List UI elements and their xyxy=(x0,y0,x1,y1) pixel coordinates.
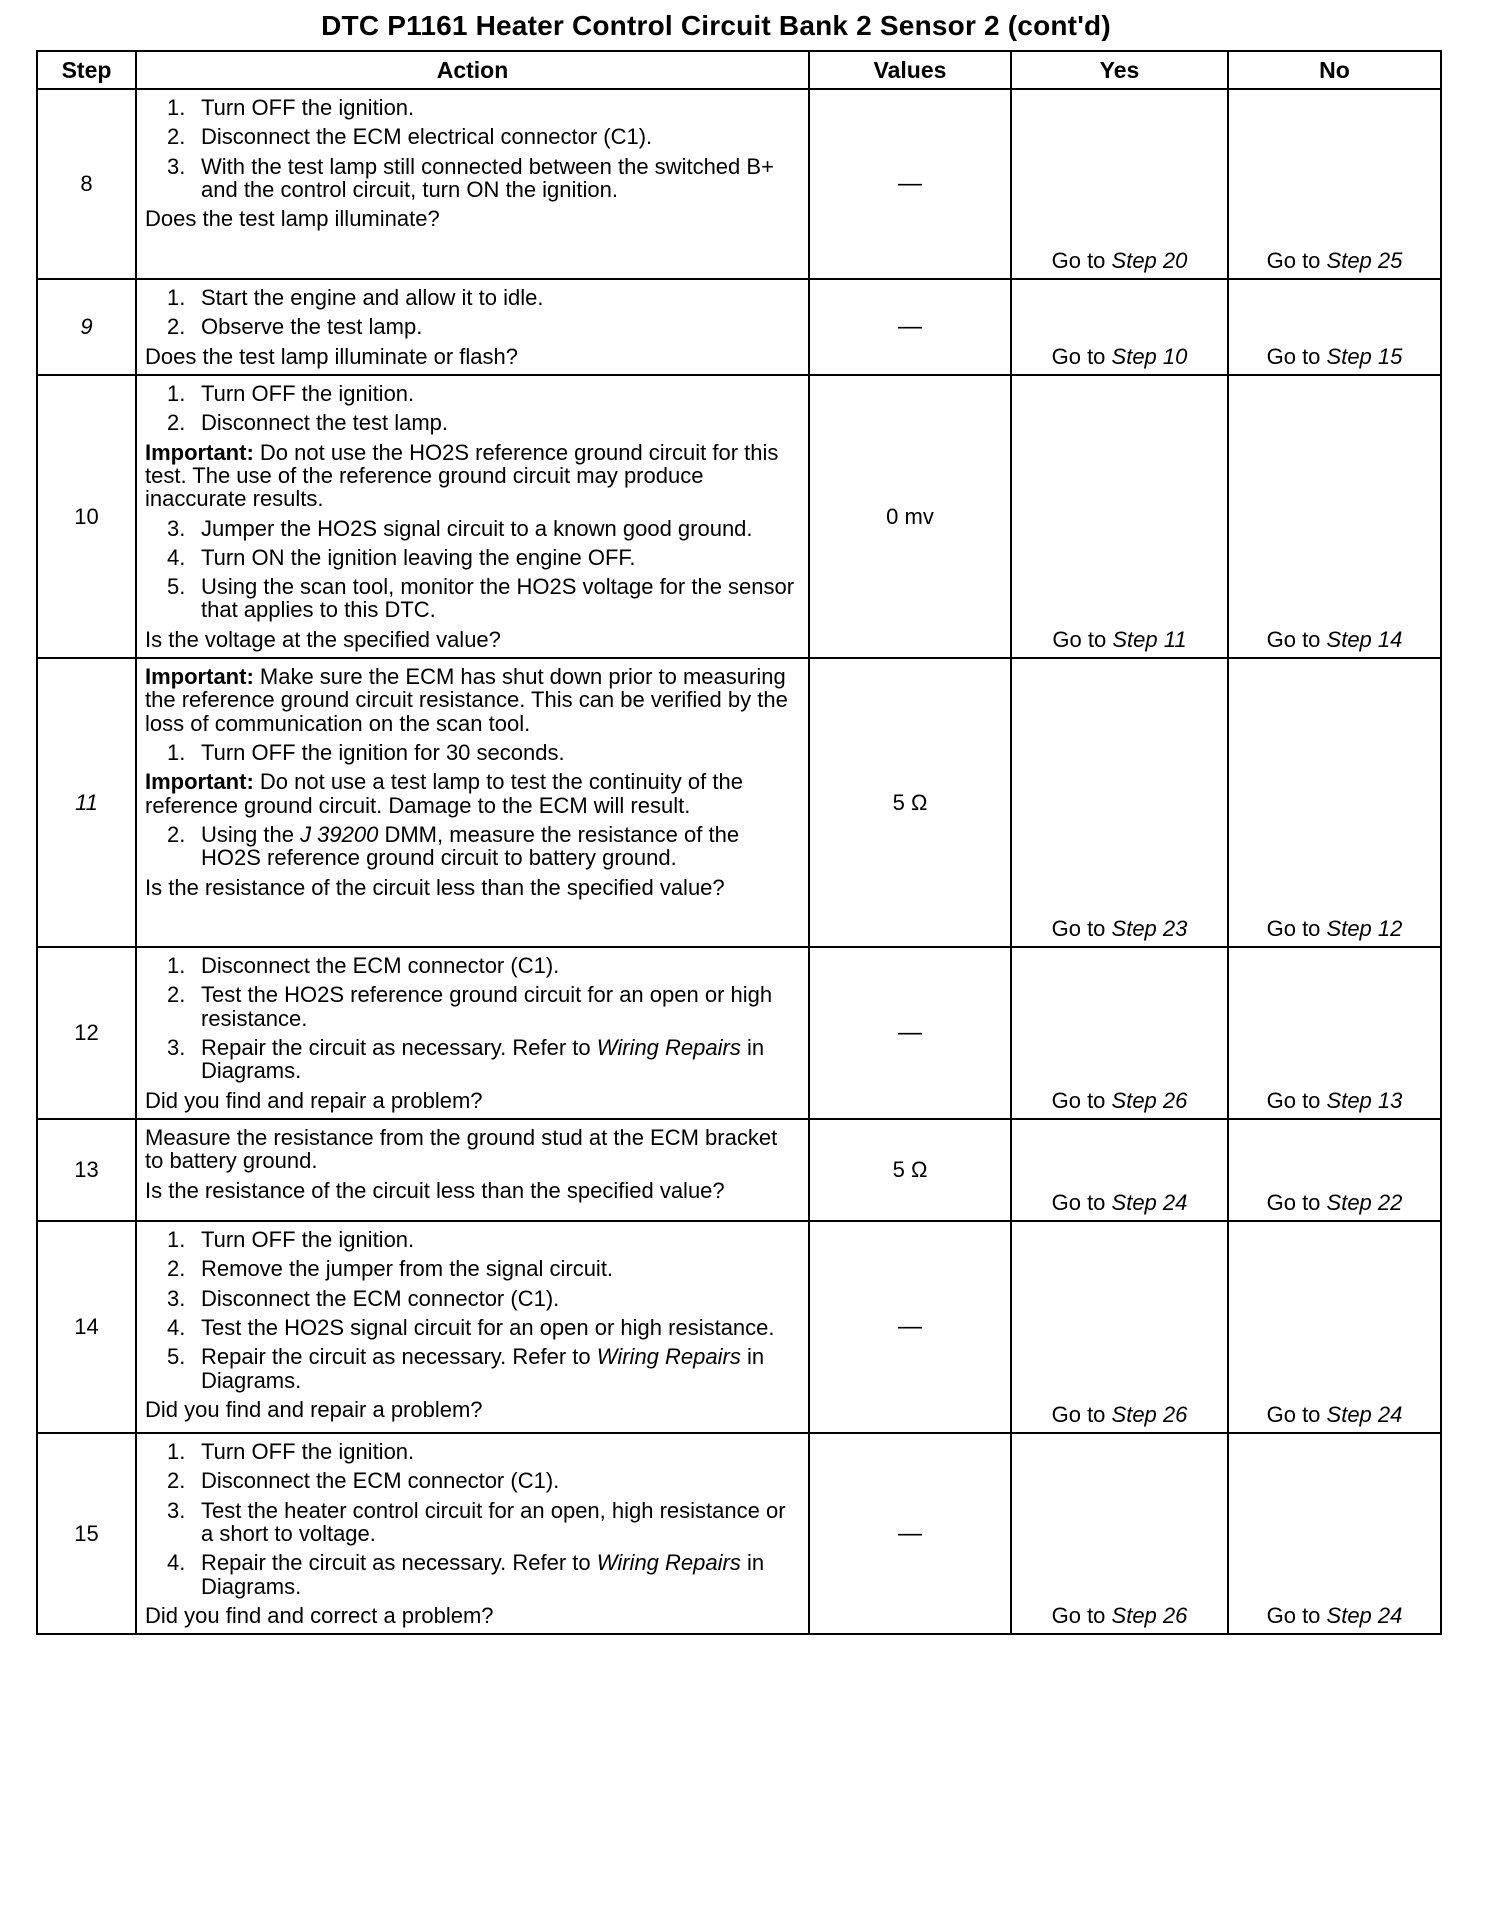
action-cell xyxy=(136,1119,809,1221)
item-text: Repair the circuit as necessary. Refer to Wiring Repairs in Diagrams. xyxy=(201,1035,765,1084)
goto-link[interactable]: Go to Step 11 xyxy=(1052,626,1187,652)
important-note xyxy=(145,665,800,735)
item-text: Jumper the HO2S signal circuit to a known good ground. xyxy=(201,515,753,541)
item-number: 2. xyxy=(167,124,186,150)
no-cell xyxy=(1228,375,1441,658)
header-action: Action xyxy=(136,51,809,89)
value-text: 0 mv xyxy=(886,503,934,529)
action-step-item xyxy=(145,517,800,540)
value-cell xyxy=(809,375,1011,658)
item-number: 2. xyxy=(167,410,186,436)
item-number: 3. xyxy=(167,515,186,541)
item-number: 1. xyxy=(167,95,186,120)
action-paragraph: Measure the resistance from the ground stud at the ECM bracket to battery ground. xyxy=(145,1124,778,1174)
value-cell xyxy=(809,279,1011,375)
action-question: Is the resistance of the circuit less than the specified value? xyxy=(145,874,725,900)
important-text: Make sure the ECM has shut down prior to measuring the reference ground circuit resistance. This can be verified by the loss of communication on the scan tool. xyxy=(145,664,788,736)
action-step-item xyxy=(145,382,800,405)
action-step-item xyxy=(145,546,800,569)
yes-cell xyxy=(1011,947,1228,1119)
goto-link[interactable]: Go to Step 20 xyxy=(1051,247,1188,273)
value-text: — xyxy=(898,313,922,341)
action-step-item xyxy=(145,1316,800,1339)
no-cell xyxy=(1228,1221,1441,1433)
step-number: 14 xyxy=(37,1221,136,1433)
goto-link[interactable]: Go to Step 15 xyxy=(1266,343,1403,369)
goto-link[interactable]: Go to Step 13 xyxy=(1266,1087,1403,1113)
value-cell xyxy=(809,658,1011,947)
value-cell xyxy=(809,89,1011,279)
action-question: Did you find and repair a problem? xyxy=(145,1087,483,1113)
value-cell xyxy=(809,1221,1011,1433)
item-number: 1. xyxy=(167,740,186,765)
item-number: 5. xyxy=(167,574,186,600)
item-number: 4. xyxy=(167,1314,186,1340)
action-question: Is the resistance of the circuit less than the specified value? xyxy=(145,1177,725,1203)
goto-link[interactable]: Go to Step 24 xyxy=(1266,1602,1403,1628)
table-row xyxy=(37,1433,1441,1634)
no-cell xyxy=(1228,89,1441,279)
item-text: Start the engine and allow it to idle. xyxy=(201,285,544,310)
item-number: 2. xyxy=(167,1256,186,1282)
item-text: Disconnect the ECM connector (C1). xyxy=(201,953,560,979)
item-text: Disconnect the ECM connector (C1). xyxy=(201,1468,560,1494)
item-number: 3. xyxy=(167,1285,186,1311)
item-text: With the test lamp still connected between the switched B+ and the control circuit, turn ON the ignition. xyxy=(201,153,774,202)
goto-link[interactable]: Go to Step 24 xyxy=(1051,1189,1188,1215)
table-row xyxy=(37,1119,1441,1221)
action-step-item xyxy=(145,286,800,309)
no-cell xyxy=(1228,1433,1441,1634)
value-text: — xyxy=(898,1019,922,1047)
action-step-item xyxy=(145,1287,800,1310)
item-text: Test the HO2S reference ground circuit for an open or high resistance. xyxy=(201,982,773,1031)
action-question: Does the test lamp illuminate? xyxy=(145,206,440,232)
item-number: 5. xyxy=(167,1344,186,1370)
action-step-item xyxy=(145,575,800,622)
action-step-item xyxy=(145,1440,800,1463)
goto-link[interactable]: Go to Step 14 xyxy=(1266,626,1403,652)
no-cell xyxy=(1228,947,1441,1119)
value-text: — xyxy=(898,170,922,198)
item-text: Turn OFF the ignition for 30 seconds. xyxy=(201,740,565,765)
item-text: Remove the jumper from the signal circuit. xyxy=(201,1256,614,1282)
goto-link[interactable]: Go to Step 10 xyxy=(1051,343,1188,369)
item-text: Turn OFF the ignition. xyxy=(201,380,415,406)
yes-cell xyxy=(1011,279,1228,375)
table-row xyxy=(37,375,1441,658)
action-step-item xyxy=(145,411,800,434)
action-cell xyxy=(136,1221,809,1433)
no-cell xyxy=(1228,1119,1441,1221)
item-text: Observe the test lamp. xyxy=(201,314,423,340)
important-label: Important: xyxy=(145,664,260,690)
action-step-item xyxy=(145,1499,800,1546)
diagnostic-table xyxy=(36,50,1442,1635)
item-number: 1. xyxy=(167,380,186,406)
action-question: Is the voltage at the specified value? xyxy=(145,626,501,652)
goto-link[interactable]: Go to Step 24 xyxy=(1266,1401,1403,1427)
step-number: 8 xyxy=(37,89,136,279)
header-values: Values xyxy=(809,51,1011,89)
item-number: 2. xyxy=(167,982,186,1008)
header-step: Step xyxy=(37,51,136,89)
goto-link[interactable]: Go to Step 12 xyxy=(1266,915,1403,941)
action-cell xyxy=(136,89,809,279)
table-row xyxy=(37,279,1441,375)
action-step-item xyxy=(145,1345,800,1392)
action-step-item xyxy=(145,1551,800,1598)
table-body xyxy=(37,89,1441,1634)
item-number: 1. xyxy=(167,1226,186,1252)
item-text: Turn OFF the ignition. xyxy=(201,1226,415,1252)
item-number: 3. xyxy=(167,153,186,179)
value-text: — xyxy=(898,1313,922,1341)
goto-link[interactable]: Go to Step 22 xyxy=(1266,1189,1403,1215)
value-text: — xyxy=(898,1519,922,1547)
yes-cell xyxy=(1011,1221,1228,1433)
header-no: No xyxy=(1228,51,1441,89)
item-number: 4. xyxy=(167,544,186,570)
yes-cell xyxy=(1011,1119,1228,1221)
item-text: Test the heater control circuit for an open, high resistance or a short to voltage. xyxy=(201,1497,786,1546)
yes-cell xyxy=(1011,375,1228,658)
no-cell xyxy=(1228,658,1441,947)
step-number: 9 xyxy=(37,279,136,375)
step-number: 12 xyxy=(37,947,136,1119)
item-text: Turn OFF the ignition. xyxy=(201,95,415,120)
page-title: DTC P1161 Heater Control Circuit Bank 2 Sensor 2 (cont'd) xyxy=(321,10,1111,41)
table-row xyxy=(37,947,1441,1119)
action-cell xyxy=(136,279,809,375)
goto-link[interactable]: Go to Step 25 xyxy=(1266,247,1403,273)
important-label: Important: xyxy=(145,439,260,465)
item-text: Disconnect the ECM connector (C1). xyxy=(201,1285,560,1311)
important-label: Important: xyxy=(145,769,260,795)
item-text: Repair the circuit as necessary. Refer to Wiring Repairs in Diagrams. xyxy=(201,1344,765,1393)
table-row xyxy=(37,89,1441,279)
action-step-item xyxy=(145,125,800,148)
action-question: Does the test lamp illuminate or flash? xyxy=(145,343,518,369)
item-number: 1. xyxy=(167,953,186,979)
item-number: 2. xyxy=(167,821,186,847)
item-text: Turn ON the ignition leaving the engine OFF. xyxy=(201,544,636,570)
action-step-item xyxy=(145,1469,800,1492)
value-cell xyxy=(809,1119,1011,1221)
item-number: 3. xyxy=(167,1497,186,1523)
header-yes: Yes xyxy=(1011,51,1228,89)
item-text: Disconnect the ECM electrical connector (C1). xyxy=(201,124,653,150)
no-cell xyxy=(1228,279,1441,375)
important-text: Do not use a test lamp to test the continuity of the reference ground circuit. Damage to the ECM will result. xyxy=(145,769,743,818)
table-row xyxy=(37,658,1441,947)
action-step-item xyxy=(145,96,800,119)
action-step-item xyxy=(145,954,800,977)
value-text: 5 Ω xyxy=(892,789,928,815)
action-step-item xyxy=(145,1228,800,1251)
action-cell xyxy=(136,375,809,658)
goto-link[interactable]: Go to Step 26 xyxy=(1051,1401,1188,1427)
item-number: 1. xyxy=(167,1438,186,1464)
item-text: Repair the circuit as necessary. Refer to Wiring Repairs in Diagrams. xyxy=(201,1550,765,1599)
goto-link[interactable]: Go to Step 26 xyxy=(1051,1087,1188,1113)
step-number: 11 xyxy=(37,658,136,947)
step-number: 10 xyxy=(37,375,136,658)
item-number: 4. xyxy=(167,1550,186,1576)
step-number: 15 xyxy=(37,1433,136,1634)
item-text: Test the HO2S signal circuit for an open or high resistance. xyxy=(201,1314,775,1340)
important-note xyxy=(145,770,800,817)
action-step-item xyxy=(145,1257,800,1280)
action-question: Did you find and repair a problem? xyxy=(145,1396,483,1422)
important-note xyxy=(145,441,800,511)
item-text: Using the J 39200 DMM, measure the resistance of the HO2S reference ground circuit to battery ground. xyxy=(201,821,740,871)
item-text: Turn OFF the ignition. xyxy=(201,1438,415,1464)
yes-cell xyxy=(1011,89,1228,279)
item-number: 2. xyxy=(167,314,186,340)
action-cell xyxy=(136,658,809,947)
item-number: 3. xyxy=(167,1035,186,1060)
value-cell xyxy=(809,947,1011,1119)
item-text: Disconnect the test lamp. xyxy=(201,410,449,436)
action-cell xyxy=(136,947,809,1119)
table-row xyxy=(37,1221,1441,1433)
table-header-row xyxy=(37,51,1441,89)
item-number: 1. xyxy=(167,285,186,310)
action-question: Did you find and correct a problem? xyxy=(145,1602,494,1628)
value-text: 5 Ω xyxy=(892,1157,928,1183)
action-step-item xyxy=(145,983,800,1030)
item-text: Using the scan tool, monitor the HO2S voltage for the sensor that applies to this DTC. xyxy=(201,574,795,623)
action-step-item xyxy=(145,741,800,764)
important-text: Do not use the HO2S reference ground circuit for this test. The use of the reference ground circuit may produce inaccurate results. xyxy=(145,439,779,512)
yes-cell xyxy=(1011,658,1228,947)
item-number: 2. xyxy=(167,1468,186,1494)
action-step-item xyxy=(145,823,800,870)
action-step-item xyxy=(145,1036,800,1083)
action-step-item xyxy=(145,315,800,338)
yes-cell xyxy=(1011,1433,1228,1634)
goto-link[interactable]: Go to Step 26 xyxy=(1051,1602,1188,1628)
step-number: 13 xyxy=(37,1119,136,1221)
goto-link[interactable]: Go to Step 23 xyxy=(1051,915,1188,941)
value-cell xyxy=(809,1433,1011,1634)
action-step-item xyxy=(145,155,800,202)
action-cell xyxy=(136,1433,809,1634)
